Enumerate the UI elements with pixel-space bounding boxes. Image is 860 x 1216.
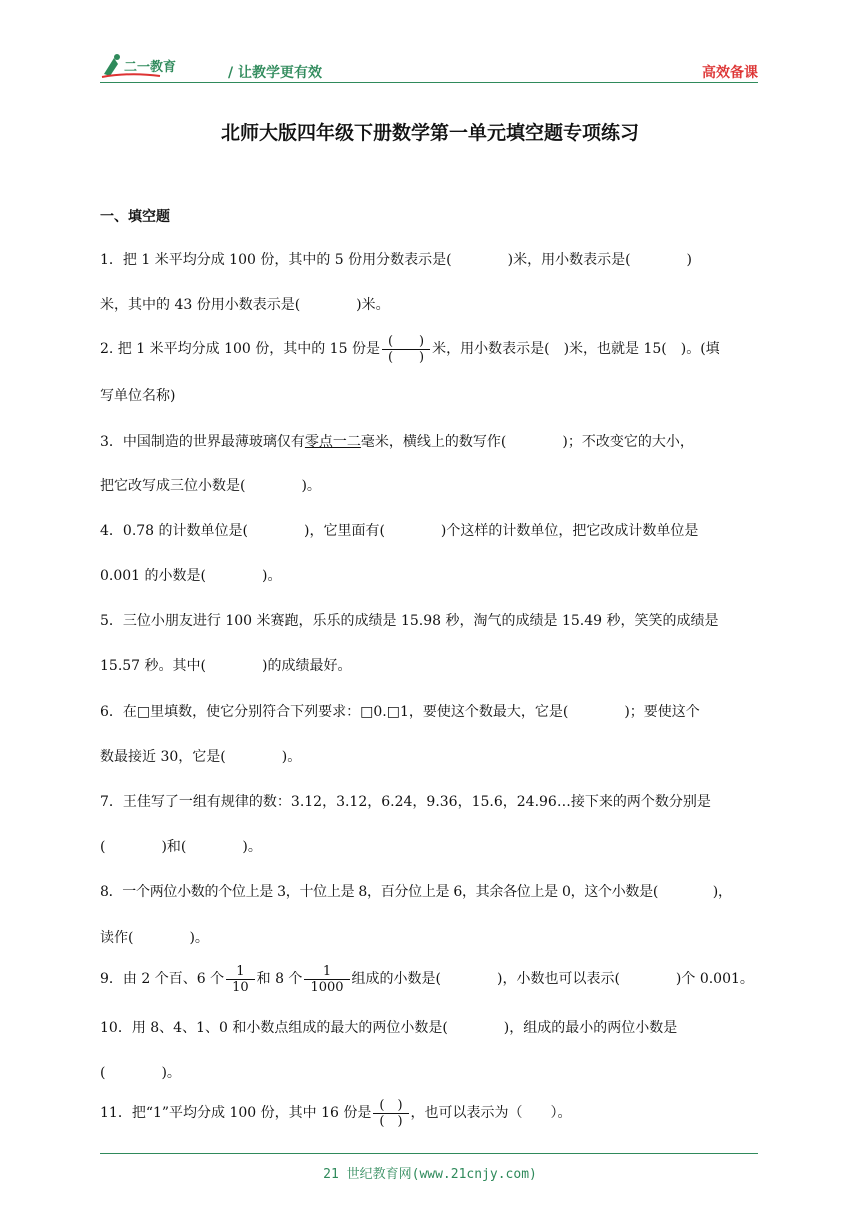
fraction-numerator: ( ) (373, 1098, 408, 1114)
question-3-line-2: 把它改写成三位小数是( )。 (100, 478, 321, 494)
fraction-denominator: ( ) (387, 349, 425, 365)
question-2-text-post: 米，用小数表示是( )米，也就是 15( )。(填 (432, 341, 720, 357)
section-heading: 一、填空题 (100, 209, 170, 225)
fraction-denominator: ( ) (379, 1113, 403, 1129)
header-right-tag: 高效备课 (702, 65, 758, 81)
question-3-text-pre: 3．中国制造的世界最薄玻璃仅有 (100, 434, 305, 450)
question-1-line-2: 米，其中的 43 份用小数表示是( )米。 (100, 297, 390, 313)
question-4-line-1: 4．0.78 的计数单位是( )，它里面有( )个这样的计数单位，把它改成计数单位是 (100, 523, 699, 539)
fraction-numerator: ( ) (382, 334, 430, 350)
question-7-line-2: ( )和( )。 (100, 839, 262, 855)
logo-icon (100, 52, 188, 80)
question-1-line-1: 1．把 1 米平均分成 100 份，其中的 5 份用分数表示是( )米，用小数表示是( ) (100, 252, 692, 268)
footer-text: 21 世纪教育网(www.21cnjy.com) (323, 1167, 537, 1182)
fraction-one-thousandth (304, 964, 349, 995)
question-9-text-pre: 9．由 2 个百、6 个 (100, 971, 225, 987)
question-9-text-post: 组成的小数是( )，小数也可以表示( )个 0.001。 (351, 971, 754, 987)
question-8-line-2: 读作( )。 (100, 930, 209, 946)
question-5-line-2: 15.57 秒。其中( )的成绩最好。 (100, 658, 352, 674)
fraction-numerator: 1 (226, 964, 255, 980)
fraction-numerator: 1 (304, 964, 349, 980)
question-2-line-1 (100, 332, 766, 366)
header-divider (100, 82, 758, 83)
page-header (100, 48, 758, 84)
fraction-denominator: 10 (232, 979, 249, 995)
question-9-line-1 (100, 962, 766, 996)
question-8-line-1: 8．一个两位小数的个位上是 3，十位上是 8，百分位上是 6，其余各位上是 0，这个小数是( )， (100, 884, 732, 900)
question-10-line-2: ( )。 (100, 1065, 181, 1081)
question-11-line-1 (100, 1096, 766, 1130)
question-2-line-2: 写单位名称) (100, 388, 176, 404)
footer-divider (100, 1153, 758, 1154)
question-7-line-1: 7．王佳写了一组有规律的数：3.12，3.12，6.24，9.36，15.6，24.96…接下来的两个数分别是 (100, 794, 711, 810)
question-3-line-1 (100, 432, 766, 452)
fraction-blank (373, 1098, 408, 1129)
header-slogan: / 让教学更有效 (228, 65, 322, 81)
fraction-denominator: 1000 (310, 979, 344, 995)
question-2-text-pre: 2. 把 1 米平均分成 100 份，其中的 15 份是 (100, 341, 380, 357)
fraction-blank (382, 334, 430, 365)
underlined-number: 零点一二 (304, 434, 361, 450)
question-6-line-2: 数最接近 30，它是( )。 (100, 749, 302, 765)
question-9-text-mid: 和 8 个 (256, 971, 303, 987)
question-11-text-pre: 11．把“1”平均分成 100 份，其中 16 份是 (100, 1105, 372, 1121)
fraction-one-tenth (226, 964, 255, 995)
logo-text: 二一教育 (124, 60, 177, 75)
question-11-text-post: ，也可以表示为（ ）。 (410, 1105, 572, 1121)
question-6-line-1: 6．在□里填数，使它分别符合下列要求：□0.□1，要使这个数最大，它是( )；要使这个 (100, 704, 700, 720)
question-4-line-2: 0.001 的小数是( )。 (100, 568, 282, 584)
page-title: 北师大版四年级下册数学第一单元填空题专项练习 (220, 122, 639, 144)
question-10-line-1: 10．用 8、4、1、0 和小数点组成的最大的两位小数是( )，组成的最小的两位小数是 (100, 1020, 678, 1036)
question-3-text-post: 毫米，横线上的数写作( )；不改变它的大小， (360, 434, 694, 450)
question-5-line-1: 5．三位小朋友进行 100 米赛跑，乐乐的成绩是 15.98 秒，淘气的成绩是 15.49 秒，笑笑的成绩是 (100, 613, 719, 629)
